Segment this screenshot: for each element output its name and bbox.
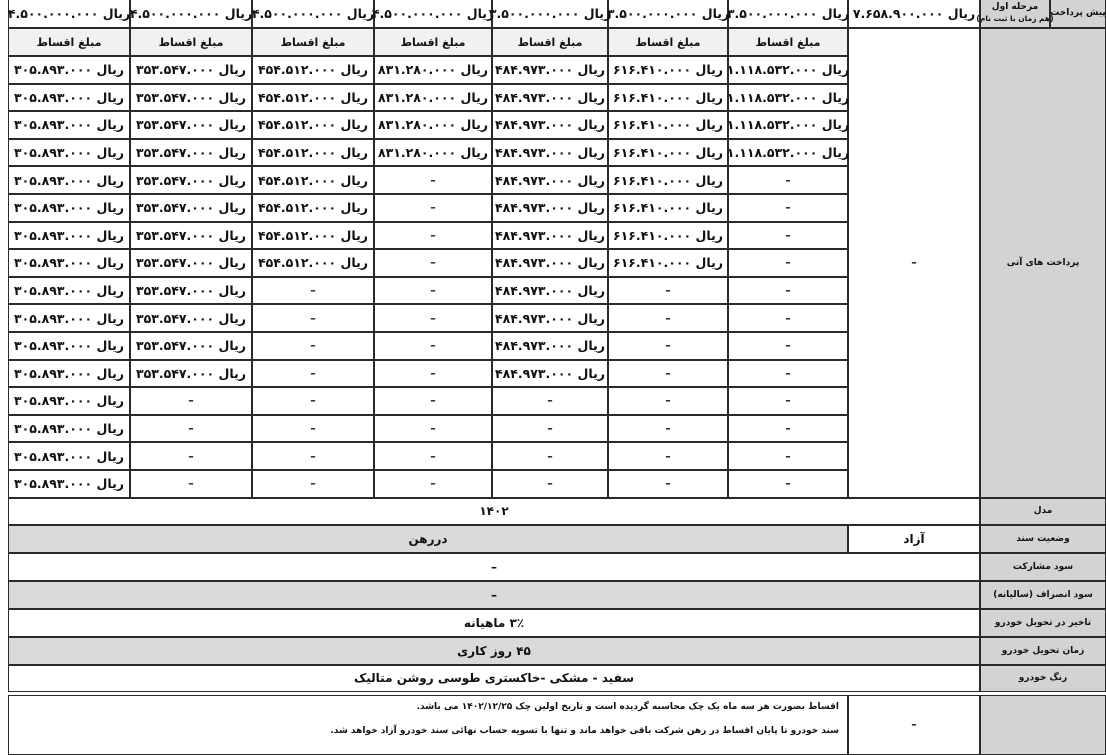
installment-cell: ۳۵۳.۵۴۷.۰۰۰ ریال (130, 139, 252, 167)
prepayment-plan-2: ۳.۵۰۰.۰۰۰.۰۰۰ ریال (608, 0, 728, 28)
notes-box (8, 695, 848, 755)
installment-cell: ۴۵۴.۵۱۲.۰۰۰ ریال (252, 222, 374, 250)
installment-empty: – (252, 360, 374, 388)
installment-cell: ۸۳۱.۲۸۰.۰۰۰ ریال (374, 56, 492, 84)
installment-cell: ۴۵۴.۵۱۲.۰۰۰ ریال (252, 249, 374, 277)
first-stage-subtitle: (هم زمان با ثبت نام) (976, 14, 1054, 23)
installment-empty: – (728, 222, 848, 250)
cancellation-profit-label: سود انصراف (سالیانه) (980, 581, 1106, 609)
note-line: سند خودرو تا پایان اقساط در رهن شرکت باقی خواهد ماند و تنها با تسویه حساب نهائی سند خودرو آزاد خواهد شد. (330, 725, 839, 736)
installment-cell: ۳۵۳.۵۴۷.۰۰۰ ریال (130, 304, 252, 332)
installment-cell: ۸۳۱.۲۸۰.۰۰۰ ریال (374, 84, 492, 112)
installment-cell: ۶۱۶.۴۱۰.۰۰۰ ریال (608, 222, 728, 250)
prepayment-cash: ۷.۶۵۸.۹۰۰.۰۰۰ ریال (848, 0, 980, 28)
installment-cell: ۱.۱۱۸.۵۳۲.۰۰۰ ریال (728, 84, 848, 112)
installment-empty: – (374, 166, 492, 194)
model-label: مدل (980, 498, 1106, 525)
document-status-plans: دررهن (8, 525, 848, 553)
installment-empty: – (374, 249, 492, 277)
delivery-delay-value: ۳٪ ماهیانه (8, 609, 980, 637)
note-line: اقساط بصورت هر سه ماه یک چک محاسبه گردیده است و تاریخ اولین چک ۱۴۰۲/۱۲/۲۵ می باشد. (416, 701, 839, 712)
installment-empty: – (728, 387, 848, 415)
installment-cell: ۳۵۳.۵۴۷.۰۰۰ ریال (130, 166, 252, 194)
installment-cell: ۳۰۵.۸۹۳.۰۰۰ ریال (8, 111, 130, 139)
installment-cell: ۱.۱۱۸.۵۳۲.۰۰۰ ریال (728, 111, 848, 139)
installment-cell: ۸۳۱.۲۸۰.۰۰۰ ریال (374, 111, 492, 139)
prepayment-plan-1: ۳.۵۰۰.۰۰۰.۰۰۰ ریال (728, 0, 848, 28)
installment-cell: ۳۰۵.۸۹۳.۰۰۰ ریال (8, 304, 130, 332)
installment-cell: ۶۱۶.۴۱۰.۰۰۰ ریال (608, 194, 728, 222)
installment-cell: ۳۰۵.۸۹۳.۰۰۰ ریال (8, 249, 130, 277)
installment-cell: ۴۸۴.۹۷۳.۰۰۰ ریال (492, 277, 608, 305)
installment-header: مبلغ اقساط (374, 28, 492, 56)
installment-empty: – (728, 304, 848, 332)
installment-empty: – (492, 442, 608, 470)
prepayment-plan-7: ۴.۵۰۰.۰۰۰.۰۰۰ ریال (8, 0, 130, 28)
installment-empty: – (608, 387, 728, 415)
installment-empty: – (252, 332, 374, 360)
installment-cell: ۱.۱۱۸.۵۳۲.۰۰۰ ریال (728, 139, 848, 167)
document-status-label: وضعیت سند (980, 525, 1106, 553)
installment-empty: – (130, 470, 252, 498)
installment-cell: ۳۰۵.۸۹۳.۰۰۰ ریال (8, 470, 130, 498)
installment-header: مبلغ اقساط (8, 28, 130, 56)
installment-empty: – (728, 332, 848, 360)
installment-cell: ۳۰۵.۸۹۳.۰۰۰ ریال (8, 332, 130, 360)
delivery-time-label: زمان تحویل خودرو (980, 637, 1106, 665)
installment-cell: ۴۸۴.۹۷۳.۰۰۰ ریال (492, 222, 608, 250)
installment-cell: ۴۸۴.۹۷۳.۰۰۰ ریال (492, 332, 608, 360)
installment-empty: – (492, 387, 608, 415)
installment-cell: ۴۸۴.۹۷۳.۰۰۰ ریال (492, 111, 608, 139)
installment-empty: – (374, 304, 492, 332)
notes-label (980, 695, 1106, 755)
installment-empty: – (728, 360, 848, 388)
installment-cell: ۶۱۶.۴۱۰.۰۰۰ ریال (608, 84, 728, 112)
installment-cell: ۴۵۴.۵۱۲.۰۰۰ ریال (252, 56, 374, 84)
installment-cell: ۳۰۵.۸۹۳.۰۰۰ ریال (8, 194, 130, 222)
installment-empty: – (374, 194, 492, 222)
document-status-cash: آزاد (848, 525, 980, 553)
installment-empty: – (130, 387, 252, 415)
partnership-profit-label: سود مشارکت (980, 553, 1106, 581)
notes-cash: – (848, 695, 980, 755)
installment-empty: – (374, 332, 492, 360)
installment-cell: ۶۱۶.۴۱۰.۰۰۰ ریال (608, 249, 728, 277)
installment-cell: ۶۱۶.۴۱۰.۰۰۰ ریال (608, 166, 728, 194)
installment-header: مبلغ اقساط (608, 28, 728, 56)
prepayment-plan-5: ۴.۵۰۰.۰۰۰.۰۰۰ ریال (252, 0, 374, 28)
installment-empty: – (608, 332, 728, 360)
installment-empty: – (374, 277, 492, 305)
car-color-value: سفید - مشکی -خاکستری طوسی روشن متالیک (8, 665, 980, 692)
installment-cell: ۶۱۶.۴۱۰.۰۰۰ ریال (608, 139, 728, 167)
future-payments-label: پرداخت های آتی (980, 28, 1106, 498)
installment-cell: ۴۵۴.۵۱۲.۰۰۰ ریال (252, 139, 374, 167)
installment-cell: ۳۵۳.۵۴۷.۰۰۰ ریال (130, 332, 252, 360)
installment-cell: ۳۵۳.۵۴۷.۰۰۰ ریال (130, 111, 252, 139)
installment-empty: – (374, 442, 492, 470)
cancellation-profit-value: – (8, 581, 980, 609)
partnership-profit-value: – (8, 553, 980, 581)
installment-empty: – (492, 415, 608, 443)
installment-empty: – (252, 387, 374, 415)
installment-cell: ۳۵۳.۵۴۷.۰۰۰ ریال (130, 360, 252, 388)
installment-cell: ۴۵۴.۵۱۲.۰۰۰ ریال (252, 166, 374, 194)
installment-empty: – (252, 442, 374, 470)
installment-empty: – (608, 360, 728, 388)
installment-cell: ۴۸۴.۹۷۳.۰۰۰ ریال (492, 194, 608, 222)
installment-cell: ۳۵۳.۵۴۷.۰۰۰ ریال (130, 194, 252, 222)
prepayment-label: پیش پرداخت (1050, 0, 1106, 28)
installment-cell: ۳۰۵.۸۹۳.۰۰۰ ریال (8, 56, 130, 84)
installment-empty: – (130, 415, 252, 443)
first-stage-label (976, 0, 1054, 28)
installment-cell: ۳۰۵.۸۹۳.۰۰۰ ریال (8, 166, 130, 194)
installment-header: مبلغ اقساط (130, 28, 252, 56)
installment-cell: ۸۳۱.۲۸۰.۰۰۰ ریال (374, 139, 492, 167)
prepayment-plan-4: ۴.۵۰۰.۰۰۰.۰۰۰ ریال (374, 0, 492, 28)
delivery-delay-label: تاخیر در تحویل خودرو (980, 609, 1106, 637)
installment-cell: ۳۰۵.۸۹۳.۰۰۰ ریال (8, 139, 130, 167)
installment-empty: – (728, 194, 848, 222)
installment-cell: ۴۸۴.۹۷۳.۰۰۰ ریال (492, 249, 608, 277)
installment-cell: ۳۰۵.۸۹۳.۰۰۰ ریال (8, 277, 130, 305)
installment-cell: ۶۱۶.۴۱۰.۰۰۰ ریال (608, 111, 728, 139)
installment-empty: – (130, 442, 252, 470)
installment-cell: ۳۰۵.۸۹۳.۰۰۰ ریال (8, 442, 130, 470)
installment-empty: – (374, 470, 492, 498)
installment-cell: ۶۱۶.۴۱۰.۰۰۰ ریال (608, 56, 728, 84)
installment-empty: – (492, 470, 608, 498)
installment-empty: – (252, 277, 374, 305)
installment-cell: ۴۸۴.۹۷۳.۰۰۰ ریال (492, 304, 608, 332)
installment-cell: ۳۰۵.۸۹۳.۰۰۰ ریال (8, 84, 130, 112)
installment-cell: ۳۰۵.۸۹۳.۰۰۰ ریال (8, 387, 130, 415)
installment-cell: ۳۰۵.۸۹۳.۰۰۰ ریال (8, 360, 130, 388)
installment-empty: – (374, 222, 492, 250)
installment-cell: ۴۵۴.۵۱۲.۰۰۰ ریال (252, 84, 374, 112)
installment-empty: – (728, 277, 848, 305)
installment-empty: – (252, 470, 374, 498)
installment-cell: ۳۰۵.۸۹۳.۰۰۰ ریال (8, 222, 130, 250)
installment-cell: ۴۸۴.۹۷۳.۰۰۰ ریال (492, 166, 608, 194)
installment-cell: ۴۸۴.۹۷۳.۰۰۰ ریال (492, 360, 608, 388)
installment-cell: ۴۸۴.۹۷۳.۰۰۰ ریال (492, 56, 608, 84)
installment-empty: – (608, 470, 728, 498)
installment-cell: ۴۵۴.۵۱۲.۰۰۰ ریال (252, 194, 374, 222)
model-value: ۱۴۰۲ (8, 498, 980, 525)
installment-empty: – (728, 442, 848, 470)
car-color-label: رنگ خودرو (980, 665, 1106, 692)
installment-empty: – (728, 470, 848, 498)
installment-empty: – (374, 415, 492, 443)
installment-header: مبلغ اقساط (728, 28, 848, 56)
delivery-time-value: ۴۵ روز کاری (8, 637, 980, 665)
installment-cell: ۴۵۴.۵۱۲.۰۰۰ ریال (252, 111, 374, 139)
installment-empty: – (252, 304, 374, 332)
installment-cell: ۳۵۳.۵۴۷.۰۰۰ ریال (130, 222, 252, 250)
installment-cell: ۴۸۴.۹۷۳.۰۰۰ ریال (492, 84, 608, 112)
installment-header: مبلغ اقساط (252, 28, 374, 56)
installment-empty: – (608, 442, 728, 470)
installment-header: مبلغ اقساط (492, 28, 608, 56)
installment-empty: – (608, 304, 728, 332)
installment-cell: ۳۵۳.۵۴۷.۰۰۰ ریال (130, 56, 252, 84)
installment-empty: – (252, 415, 374, 443)
prepayment-plan-6: ۴.۵۰۰.۰۰۰.۰۰۰ ریال (130, 0, 252, 28)
installment-empty: – (608, 277, 728, 305)
installment-empty: – (728, 249, 848, 277)
installment-cell: ۳۵۳.۵۴۷.۰۰۰ ریال (130, 249, 252, 277)
prepayment-plan-3: ۳.۵۰۰.۰۰۰.۰۰۰ ریال (492, 0, 608, 28)
installment-empty: – (728, 415, 848, 443)
installment-cell: ۳۵۳.۵۴۷.۰۰۰ ریال (130, 277, 252, 305)
first-stage-title: مرحله اول (991, 2, 1039, 12)
installment-empty: – (728, 166, 848, 194)
installment-empty: – (374, 387, 492, 415)
installment-cell: ۴۸۴.۹۷۳.۰۰۰ ریال (492, 139, 608, 167)
installment-cell: ۱.۱۱۸.۵۳۲.۰۰۰ ریال (728, 56, 848, 84)
installment-cell: ۳۰۵.۸۹۳.۰۰۰ ریال (8, 415, 130, 443)
installment-empty: – (608, 415, 728, 443)
installment-cell: ۳۵۳.۵۴۷.۰۰۰ ریال (130, 84, 252, 112)
future-payments-cash: – (848, 28, 980, 498)
installment-empty: – (374, 360, 492, 388)
